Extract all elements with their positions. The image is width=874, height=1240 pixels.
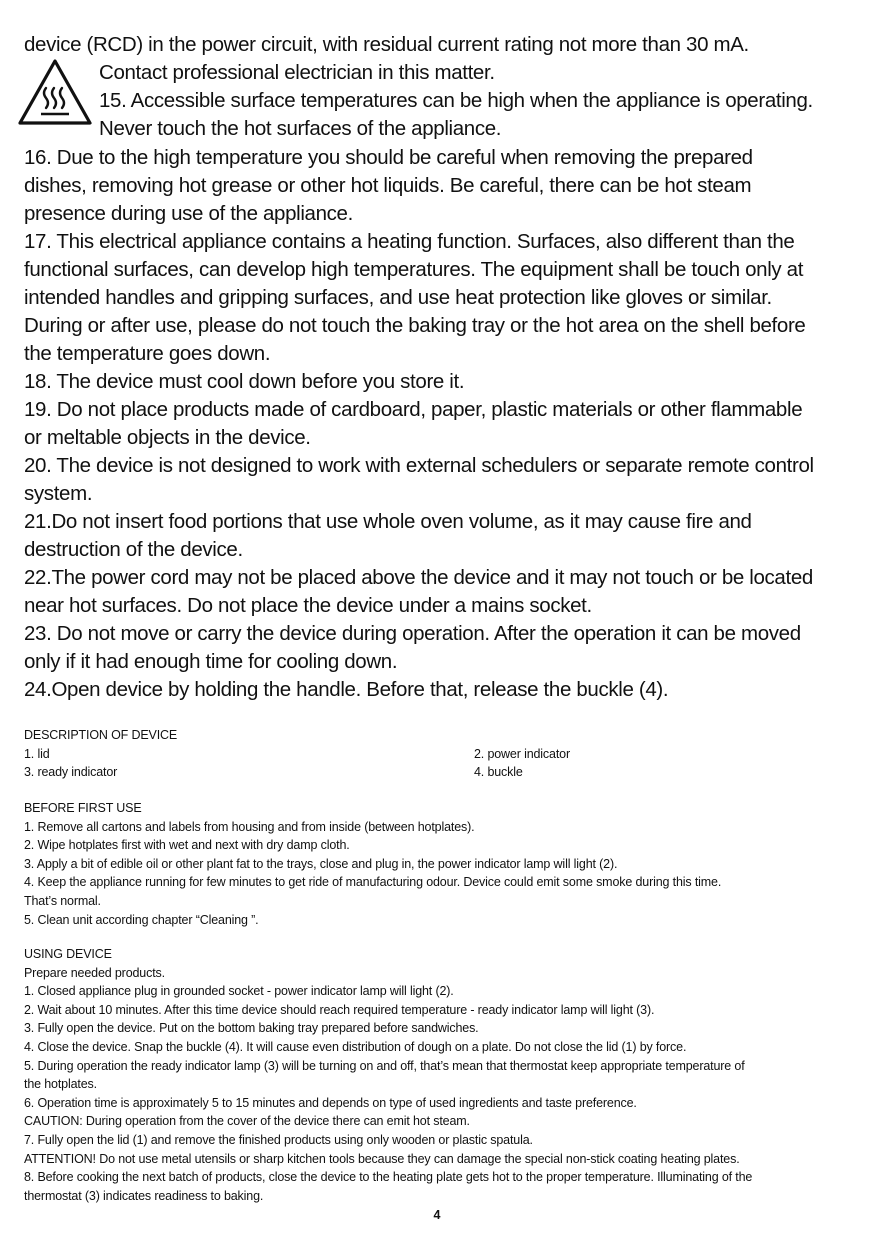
using-device-heading: USING DEVICE <box>24 947 112 961</box>
part-ready-indicator: 3. ready indicator <box>24 765 118 780</box>
list-item: 1. Closed appliance plug in grounded socket - power indicator lamp will light (2). <box>24 984 454 999</box>
safety-item-24: 24.Open device by holding the handle. Before that, release the buckle (4). <box>24 678 669 701</box>
list-item: 6. Operation time is approximately 5 to 15 minutes and depends on type of used ingredients and taste preference. <box>24 1095 637 1110</box>
safety-item-22: 22.The power cord may not be placed above the device and it may not touch or be located near hot surfaces. Do not place the device under a mains socket. <box>24 566 813 617</box>
before-first-use-section <box>24 799 850 929</box>
description-section <box>24 726 850 782</box>
list-item: 1. Remove all cartons and labels from housing and from inside (between hotplates). <box>24 819 475 834</box>
list-item: 5. During operation the ready indicator lamp (3) will be turning on and off, that’s mean that thermostat keep appropriate temperature of <box>24 1058 745 1073</box>
hot-surface-warning-icon <box>16 56 94 128</box>
list-item: 4. Keep the appliance running for few minutes to get ride of manufacturing odour. Device could emit some smoke during this time. <box>24 875 722 890</box>
safety-item-18: 18. The device must cool down before you store it. <box>24 370 465 393</box>
safety-item-23: 23. Do not move or carry the device during operation. After the operation it can be moved only if it had enough time for cooling down. <box>24 622 801 673</box>
safety-item-20: 20. The device is not designed to work with external schedulers or separate remote control system. <box>24 454 814 505</box>
using-device-section <box>24 945 850 1205</box>
safety-item-16: 16. Due to the high temperature you should be careful when removing the prepared dishes, removing hot grease or other hot liquids. Be careful, there can be hot steam presence during use of the appliance. <box>24 146 753 225</box>
before-first-use-heading: BEFORE FIRST USE <box>24 801 142 815</box>
list-item: CAUTION: During operation from the cover of the device there can emit hot steam. <box>24 1114 470 1129</box>
list-item: ATTENTION! Do not use metal utensils or sharp kitchen tools because they can damage the special non-stick coating heating plates. <box>24 1151 740 1166</box>
list-item: 7. Fully open the lid (1) and remove the finished products using only wooden or plastic spatula. <box>24 1132 533 1147</box>
safety-item-19: 19. Do not place products made of cardboard, paper, plastic materials or other flammable or meltable objects in the device. <box>24 398 803 449</box>
list-item: 3. Fully open the device. Put on the bottom baking tray prepared before sandwiches. <box>24 1021 479 1036</box>
description-heading: DESCRIPTION OF DEVICE <box>24 728 178 742</box>
list-item: 3. Apply a bit of edible oil or other plant fat to the trays, close and plug in, the power indicator lamp will light (2). <box>24 856 618 871</box>
list-item: thermostat (3) indicates readiness to baking. <box>24 1188 264 1203</box>
part-power-indicator: 2. power indicator <box>474 746 570 761</box>
safety-rcd-line: device (RCD) in the power circuit, with residual current rating not more than 30 mA. <box>24 33 749 56</box>
safety-item-17: 17. This electrical appliance contains a heating function. Surfaces, also different than the functional surfaces, can develop high temperatures. The equipment shall be touch only at intended handles and gripping surfaces, and use heat protection like gloves or similar. During or after use, please do not touch the baking tray or the hot area on the shell before the temperature goes down. <box>24 230 806 365</box>
list-item: That’s normal. <box>24 893 101 908</box>
list-item: 4. Close the device. Snap the buckle (4). It will cause even distribution of dough on a plate. Do not close the lid (1) by force. <box>24 1039 687 1054</box>
safety-items-16-24 <box>24 144 850 704</box>
list-item: 2. Wipe hotplates first with wet and next with dry damp cloth. <box>24 838 350 853</box>
list-item: 8. Before cooking the next batch of products, close the device to the heating plate gets hot to the proper temperature. Illuminating of the <box>24 1170 753 1185</box>
part-buckle: 4. buckle <box>474 765 523 780</box>
list-item: Prepare needed products. <box>24 965 165 980</box>
list-item: 5. Clean unit according chapter “Cleaning ”. <box>24 912 259 927</box>
list-item: 2. Wait about 10 minutes. After this time device should reach required temperature - ready indicator lamp will light (3). <box>24 1002 655 1017</box>
part-lid: 1. lid <box>24 746 50 761</box>
safety-item-21: 21.Do not insert food portions that use whole oven volume, as it may cause fire and destruction of the device. <box>24 510 752 561</box>
list-item: the hotplates. <box>24 1077 97 1092</box>
page-number: 4 <box>433 1208 441 1222</box>
parts-row-1 <box>24 745 850 764</box>
safety-item-15: Contact professional electrician in this matter. 15. Accessible surface temperatures can be high when the appliance is operating. Never touch the hot surfaces of the appliance. <box>99 61 813 140</box>
parts-row-2 <box>24 763 850 782</box>
